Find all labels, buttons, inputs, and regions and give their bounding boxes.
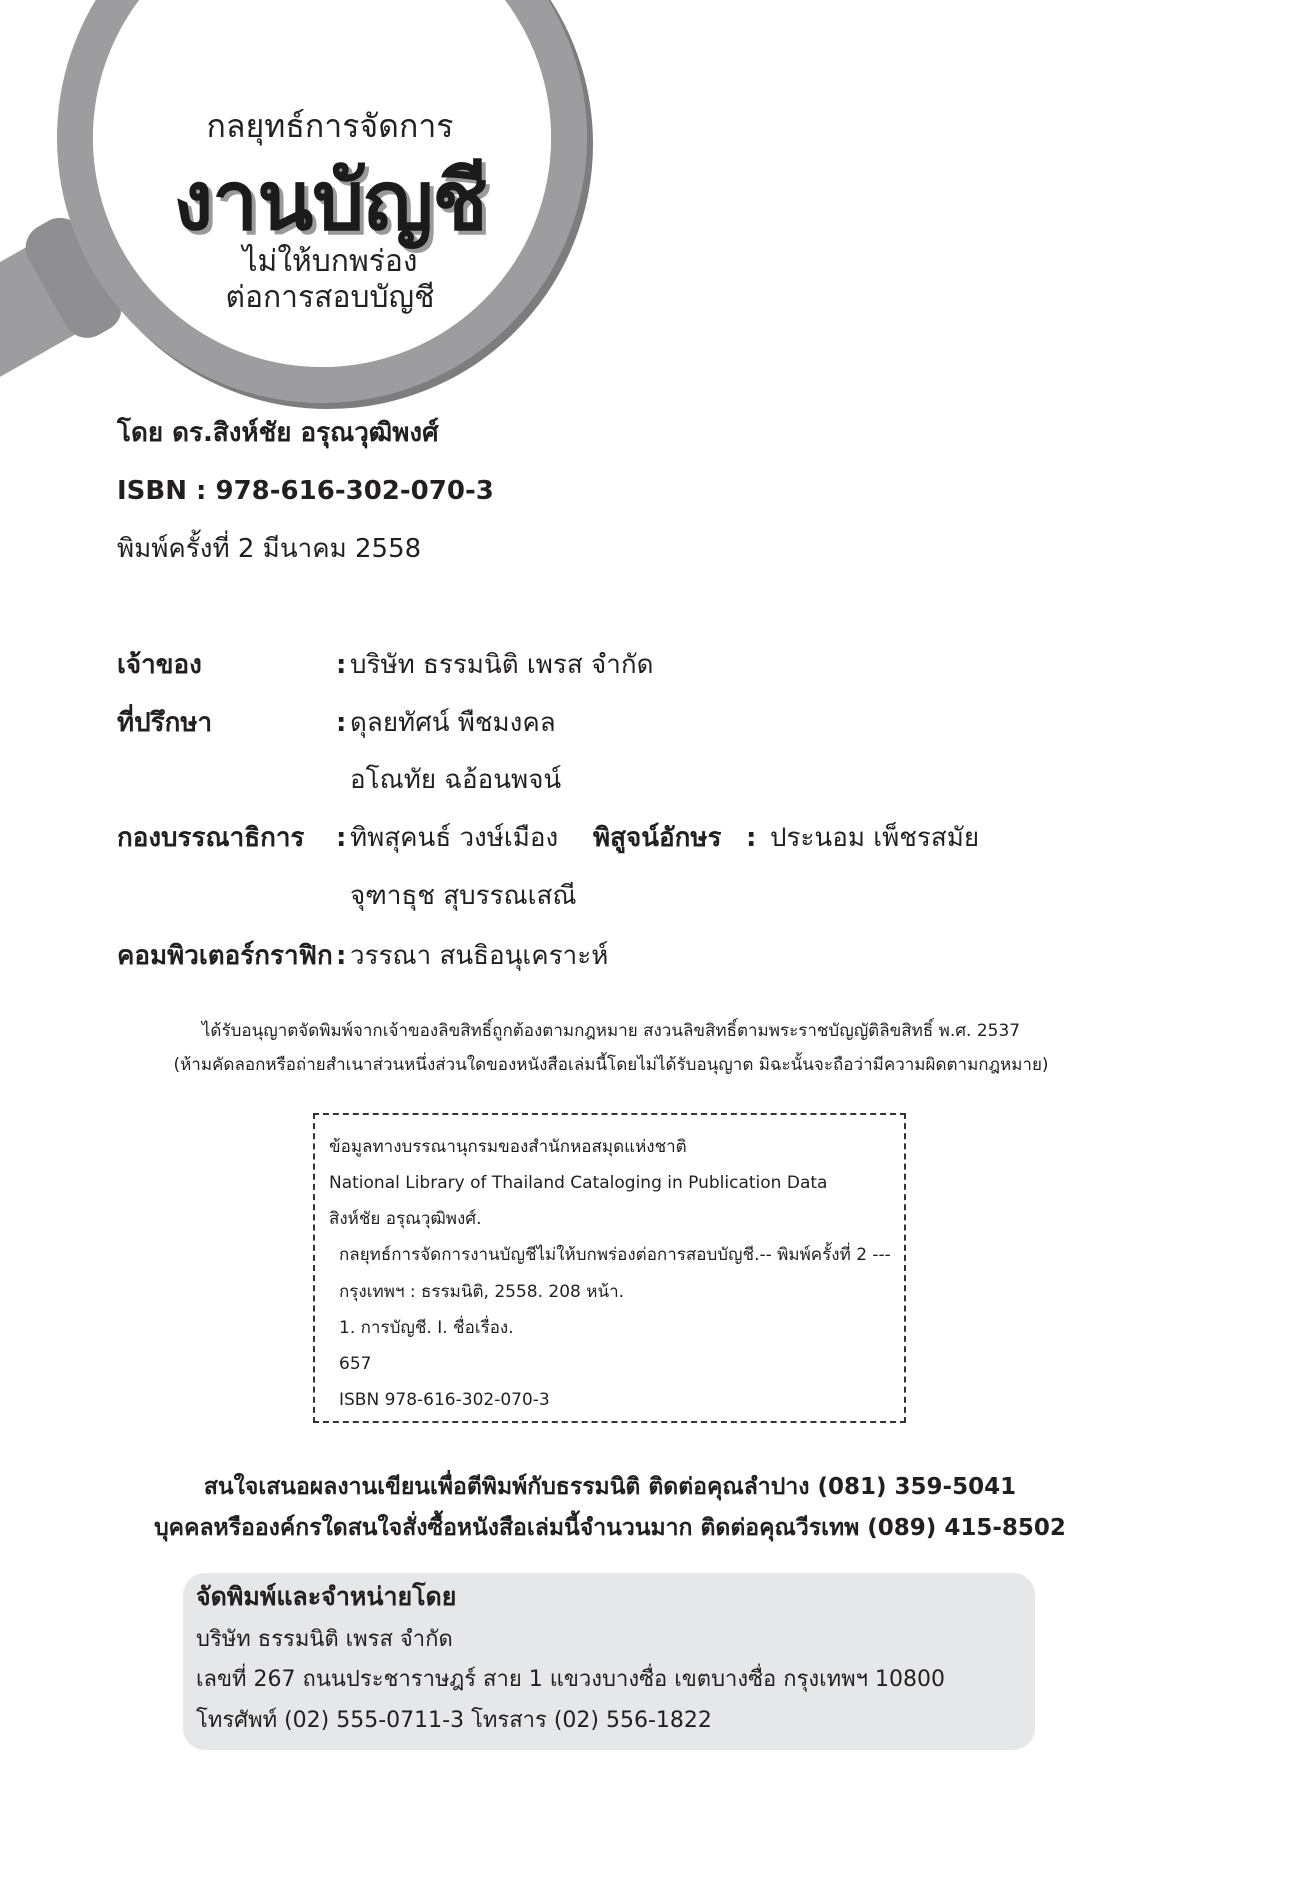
advisor-separator: : [336, 708, 347, 738]
publisher-address: เลขที่ 267 ถนนประชาราษฎร์ สาย 1 แขวงบางซื่อ เขตบางซื่อ กรุงเทพฯ 10800 [196, 1667, 945, 1692]
advisor-2: อโณทัย ฉอ้อนพจน์ [350, 765, 562, 795]
copyright-line-2: (ห้ามคัดลอกหรือถ่ายสำเนาส่วนหนึ่งส่วนใดของหนังสือเล่มนี้โดยไม่ได้รับอนุญาต มิฉะนั้นจะถือว่ามีความผิดตามกฎหมาย) [173, 1055, 1049, 1075]
proofreader-value: ประนอม เพ็ชรสมัย [770, 823, 980, 853]
title-suffix-line-2: ต่อการสอบบัญชี [225, 280, 435, 315]
cataloging-line: 657 [339, 1354, 372, 1374]
cataloging-line: ISBN 978-616-302-070-3 [339, 1390, 550, 1410]
publisher-box [183, 1573, 1035, 1750]
cataloging-line: กลยุทธ์การจัดการงานบัญชีไม่ให้บกพร่องต่อการสอบบัญชี.-- พิมพ์ครั้งที่ 2 --- [339, 1245, 891, 1265]
editor-2: จุฑาธุช สุบรรณเสณี [350, 881, 577, 911]
publisher-heading: จัดพิมพ์และจำหน่ายโดย [196, 1582, 457, 1611]
cataloging-line: 1. การบัญชี. I. ชื่อเรื่อง. [339, 1318, 514, 1338]
cataloging-line: สิงห์ชัย อรุณวุฒิพงศ์. [329, 1209, 482, 1229]
book-title: งานบัญชี [173, 154, 487, 249]
owner-label: เจ้าของ [117, 650, 202, 680]
cataloging-line: ข้อมูลทางบรรณานุกรมของสำนักหอสมุดแห่งชาติ [329, 1137, 687, 1157]
editorial-separator: : [336, 823, 347, 853]
edition: พิมพ์ครั้งที่ 2 มีนาคม 2558 [117, 534, 422, 564]
proofreader-label: พิสูจน์อักษร [593, 823, 722, 853]
publisher-phone: โทรศัพท์ (02) 555-0711-3 โทรสาร (02) 556-1822 [196, 1708, 712, 1733]
graphics-separator: : [336, 941, 347, 971]
cataloging-line: National Library of Thailand Cataloging in Publication Data [329, 1173, 828, 1193]
editorial-label: กองบรรณาธิการ [117, 823, 305, 853]
cataloging-line: กรุงเทพฯ : ธรรมนิติ, 2558. 208 หน้า. [339, 1282, 625, 1302]
advisor-label: ที่ปรึกษา [117, 708, 213, 738]
contact-line-1: สนใจเสนอผลงานเขียนเพื่อตีพิมพ์กับธรรมนิติ ติดต่อคุณลำปาง (081) 359-5041 [203, 1474, 1017, 1500]
contact-line-2: บุคคลหรือองค์กรใดสนใจสั่งซื้อหนังสือเล่มนี้จำนวนมาก ติดต่อคุณวีรเทพ (089) 415-8502 [154, 1515, 1066, 1541]
author: โดย ดร.สิงห์ชัย อรุณวุฒิพงศ์ [117, 418, 439, 448]
owner-value: บริษัท ธรรมนิติ เพรส จำกัด [350, 650, 654, 680]
publisher-name: บริษัท ธรรมนิติ เพรส จำกัด [196, 1627, 453, 1652]
copyright-line-1: ได้รับอนุญาตจัดพิมพ์จากเจ้าของลิขสิทธิ์ถูกต้องตามกฎหมาย สงวนลิขสิทธิ์ตามพระราชบัญญัติลิขสิทธิ์ พ.ศ. 2537 [201, 1021, 1021, 1041]
graphics-value: วรรณา สนธิอนุเคราะห์ [350, 941, 609, 971]
advisor-1: ดุลยทัศน์ พืชมงคล [350, 708, 556, 738]
owner-separator: : [336, 650, 347, 680]
title-suffix-line-1: ไม่ให้บกพร่อง [242, 244, 418, 279]
cataloging-box [313, 1113, 906, 1423]
isbn: ISBN : 978-616-302-070-3 [117, 476, 494, 506]
graphics-label: คอมพิวเตอร์กราฟิก [117, 941, 333, 971]
editor-1: ทิพสุคนธ์ วงษ์เมือง [350, 823, 559, 853]
proofreader-separator: : [746, 823, 757, 853]
title-prefix: กลยุทธ์การจัดการ [206, 107, 454, 145]
